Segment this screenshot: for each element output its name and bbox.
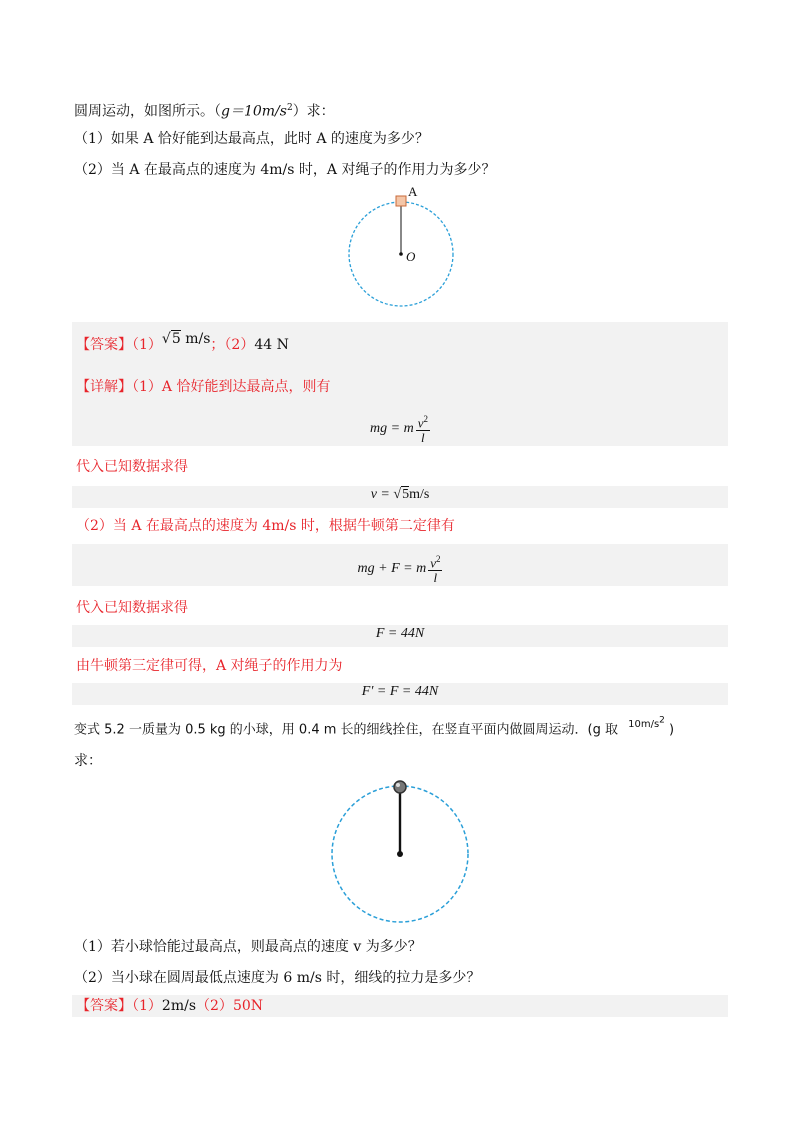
equation2-root: 5 [402,487,410,502]
answer1-part2-value: 44 N [254,337,289,353]
answer1-line [76,331,289,355]
equation1-den: l [421,430,425,446]
equation5: F′ = F = 44N [361,684,439,699]
problem1-intro [74,98,335,122]
problem2-question1: （1）若小球恰能过最高点，则最高点的速度 v 为多少？ [74,939,422,955]
intro-text-a: 圆周运动，如图所示。（ [74,103,221,120]
equation3-num-sup: 2 [435,554,441,564]
equation3-fraction [428,552,442,585]
answer1-sep: ；（2） [210,337,255,353]
answer2-part2: （2） [196,998,233,1014]
figure2-ball [394,781,406,793]
equation2 [72,487,728,503]
answer2-value2: 50N [232,998,264,1014]
answer1-part1: （1） [132,337,162,353]
detail1-tag: 【详解】 [76,379,132,395]
detail1-step1 [76,377,330,397]
equation3-den: l [433,570,438,586]
figure2-center-dot [397,851,403,857]
intro-g: g＝10m/s [221,103,287,120]
figure2-ball-highlight [396,783,400,787]
answer1-tag: 【答案】 [76,337,132,353]
problem2-intro [74,717,674,741]
problem2-ask: 求： [74,753,102,769]
detail1-step4: 代入已知数据求得 [76,600,188,616]
equation2-lhs: v = [370,487,394,502]
detail1-step1-text: （1）A 恰好能到达最高点，则有 [132,379,331,395]
equation1-fraction [416,412,430,445]
equation2-unit: m/s [409,487,430,502]
answer1-unit: m/s [180,331,211,347]
problem2-intro-close: ) [664,722,675,738]
problem2-question2: （2）当小球在圆周最低点速度为 6 m/s 时，细线的拉力是多少？ [74,970,481,986]
detail1-step2: 代入已知数据求得 [76,459,188,475]
answer1-sqrt: √5 [161,331,181,347]
equation1-lhs: mg = m [370,420,414,436]
equation1 [72,412,728,445]
figure1-label-a: A [408,184,418,199]
equation3-lhs: mg + F = m [357,560,427,576]
answer2-tag: 【答案】 [76,998,132,1014]
equation3 [72,552,728,585]
figure1-block-a [396,196,406,206]
figure1-label-o: O [406,249,416,264]
problem1-question1: （1）如果 A 恰好能到达最高点，此时 A 的速度为多少？ [74,131,429,147]
detail1-step5: 由牛顿第三定律可得，A 对绳子的作用力为 [76,658,343,674]
problem2-intro-text: 变式 5.2 一质量为 0.5 kg 的小球，用 0.4 m 长的细线拴住，在竖直平面内做圆周运动．(g 取 [74,722,618,738]
answer2-part1: （1） [132,998,162,1014]
figure1-circle-diagram [340,182,464,308]
equation3-num: v [430,555,436,571]
problem1-question2: （2）当 A 在最高点的速度为 4m/s 时，A 对绳子的作用力为多少？ [74,162,496,178]
equation1-num-sup: 2 [423,414,428,424]
answer1-root: 5 [171,331,181,347]
problem2-g-sup: 2 [659,716,665,726]
intro-text-b: ）求： [292,103,335,120]
figure1-center-dot [399,252,403,256]
equation4: F = 44N [375,626,425,641]
answer2-value1: 2m/s [161,998,197,1014]
intro-g-sup: 2 [286,103,293,113]
answer2-line [76,996,263,1016]
figure2-circle-diagram [328,776,472,928]
detail1-step3: （2）当 A 在最高点的速度为 4m/s 时，根据牛顿第二定律有 [76,518,455,534]
problem2-g: 10m/s [628,719,660,731]
equation1-num: v [417,415,424,431]
problem2-g-value [628,716,665,731]
equation2-sqrt: √5 [393,487,410,502]
